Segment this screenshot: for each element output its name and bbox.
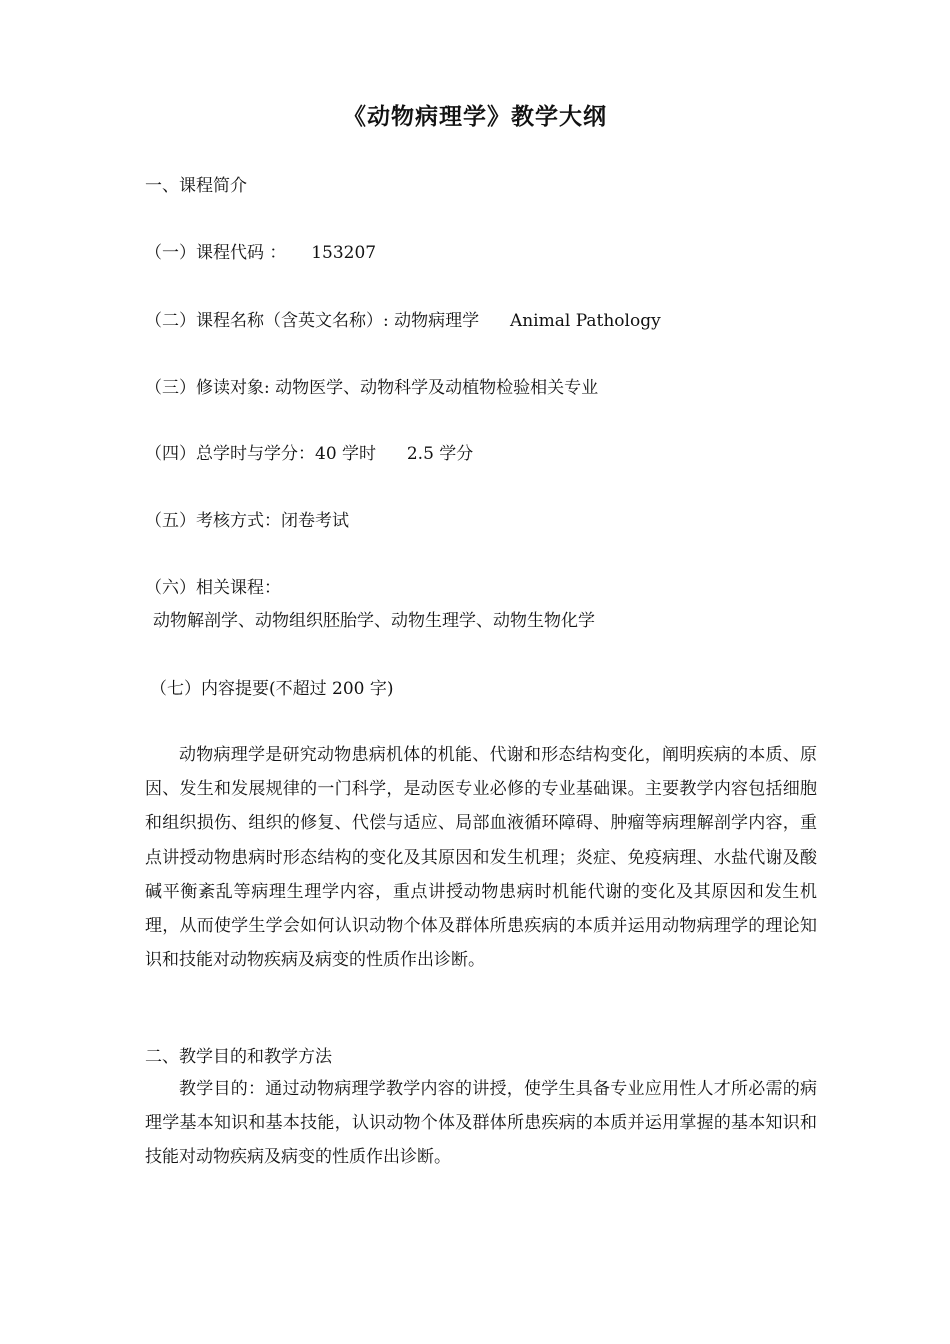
assessment-line: （五）考核方式：闭卷考试 <box>145 511 349 531</box>
section2-heading: 二、教学目的和教学方法 <box>145 1047 332 1067</box>
course-code-line <box>145 243 376 263</box>
audience-line: （三）修读对象: 动物医学、动物科学及动植物检验相关专业 <box>145 378 599 398</box>
course-name-english: Animal Pathology <box>509 311 661 331</box>
course-name-label: （二）课程名称（含英文名称）: 动物病理学 <box>145 311 480 331</box>
related-courses-label: （六）相关课程： <box>145 578 281 598</box>
credits-value: 2.5 学分 <box>406 444 474 464</box>
course-code-label: （一）课程代码 ： <box>145 243 287 263</box>
hours-credits-line <box>145 444 473 464</box>
summary-label: （七）内容提要(不超过 200 字) <box>150 679 394 699</box>
document-title: 《动物病理学》教学大纲 <box>343 103 607 130</box>
course-name-line <box>145 311 661 331</box>
course-code-value: 153207 <box>311 243 377 263</box>
hours-label: （四）总学时与学分：40 学时 <box>145 444 377 464</box>
related-courses-list: 动物解剖学、动物组织胚胎学、动物生理学、动物生物化学 <box>153 611 595 631</box>
section1-heading: 一、课程简介 <box>145 176 247 196</box>
purpose-paragraph: 教学目的：通过动物病理学教学内容的讲授，使学生具备专业应用性人才所必需的病理学基本知识和基本技能，认识动物个体及群体所患疾病的本质并运用掌握的基本知识和技能对动物疾病及病变的性质作出诊断。 <box>145 1079 817 1168</box>
summary-paragraph: 动物病理学是研究动物患病机体的机能、代谢和形态结构变化，阐明疾病的本质、原因、发生和发展规律的一门科学，是动医专业必修的专业基础课。主要教学内容包括细胞和组织损伤、组织的修复、代偿与适应、局部血液循环障碍、肿瘤等病理解剖学内容，重点讲授动物患病时形态结构的变化及其原因和发生机理；炎症、免疫病理、水盐代谢及酸碱平衡紊乱等病理生理学内容，重点讲授动物患病时机能代谢的变化及其原因和发生机理，从而使学生学会如何认识动物个体及群体所患疾病的本质并运用动物病理学的理论知识和技能对动物疾病及病变的性质作出诊断。 <box>145 745 817 971</box>
